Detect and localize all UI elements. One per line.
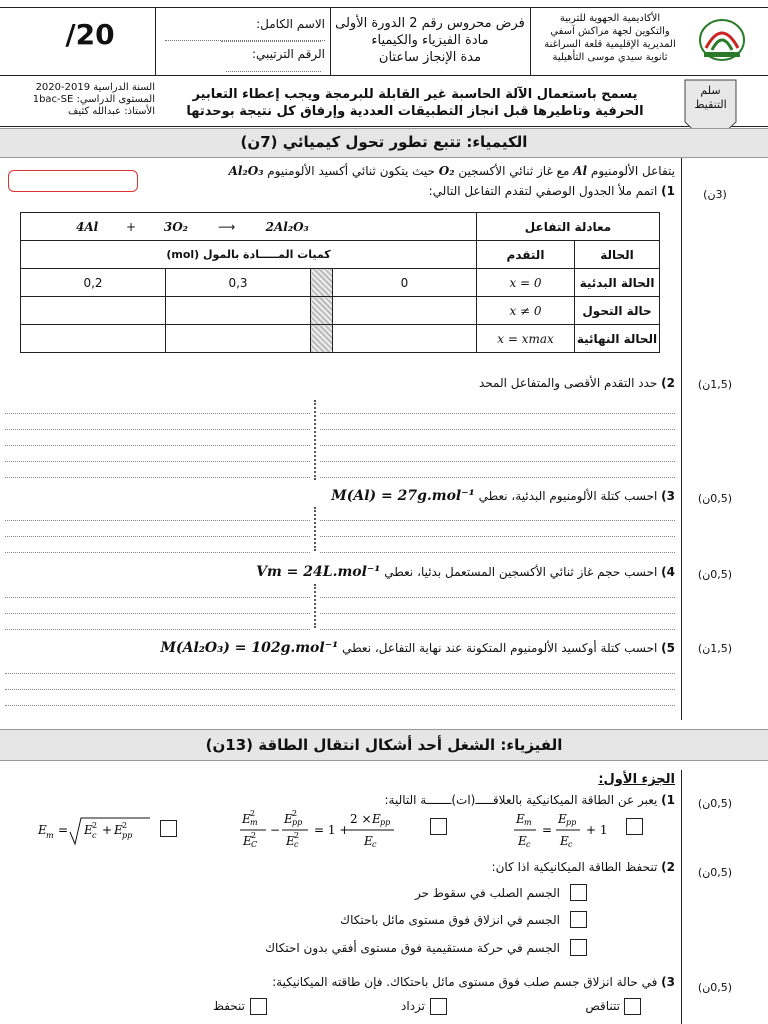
chem-q3: 3) احسب كتلة الألومنيوم البدئية، نعطي M(Al) = 27g.mol⁻¹ — [331, 488, 675, 504]
svg-text:2: 2 — [250, 809, 256, 818]
q2-option-1: الجسم الصلب في سقوط حر — [414, 886, 560, 900]
student-name-label: الاسم الكامل: — [160, 17, 325, 45]
phys-q3: 3) في حالة انزلاق جسم صلب فوق مستوى مائل باحتكاك. فإن طاقته الميكانيكية: — [272, 975, 675, 989]
svg-text:c: c — [92, 831, 97, 840]
final-label: الحالة النهائية — [575, 325, 660, 353]
header-hline — [0, 75, 768, 76]
svg-text:c: c — [526, 840, 531, 849]
phys-q2: 2) تنحفظ الطاقة الميكانيكية اذا كان: — [491, 860, 675, 874]
q3-option-2: تزداد — [401, 999, 425, 1013]
answer-lines[interactable] — [5, 658, 675, 706]
svg-text:E: E — [84, 823, 93, 837]
school-info — [15, 82, 155, 118]
answer-cell[interactable] — [21, 325, 166, 353]
physics-title: الفيزياء: الشغل أحد أشكال انتقال الطاقة (13ن) — [205, 736, 563, 754]
product-al2o3: 2Al₂O₃ — [265, 219, 309, 234]
chem-q1: 1) اتمم ملأ الجدول الوصفي لتقدم التفاعل التالي: — [428, 184, 675, 198]
academy-info — [535, 12, 685, 64]
points-column-separator — [681, 150, 682, 720]
academy-line: المديرية الإقليمية قلعة السراغنة — [544, 39, 676, 50]
svg-text:C: C — [251, 840, 258, 849]
svg-text:c: c — [568, 840, 573, 849]
svg-text:E: E — [518, 834, 527, 848]
reactant-al: 4Al — [76, 219, 99, 234]
initial-o2: 0,3 — [166, 269, 311, 297]
eq-label: معادلة التفاعل — [477, 213, 660, 241]
answer-lines-separator — [314, 400, 316, 480]
svg-text:= 1 +: = 1 + — [314, 823, 350, 837]
level: المستوى الدراسي: 1bac-SE — [32, 94, 155, 105]
margin-label: التنقيط — [694, 98, 727, 111]
margin-label: سلم — [700, 84, 721, 97]
answer-cell[interactable] — [333, 297, 477, 325]
transition-x: x ≠ 0 — [477, 297, 575, 325]
advance-label: التقدم — [477, 241, 575, 269]
phys-q2-points: (0,5ن) — [697, 866, 733, 879]
hatched-cell — [311, 269, 333, 297]
svg-text:2: 2 — [92, 821, 98, 830]
svg-text:E: E — [114, 823, 123, 837]
svg-text:+: + — [102, 823, 113, 837]
option-checkbox-3[interactable] — [626, 818, 643, 835]
svg-text:E: E — [242, 812, 251, 826]
academy-line: الأكاديمية الجهوية للتربية — [559, 13, 661, 24]
svg-text:m: m — [524, 818, 532, 827]
state-label: الحالة — [575, 241, 660, 269]
svg-text:2: 2 — [294, 831, 300, 840]
exam-duration: مدة الإنجاز ساعتان — [378, 50, 482, 65]
exam-title: فرض محروس رقم 2 الدورة الأولى — [335, 16, 525, 31]
chem-q5-points: (1,5ن) — [697, 642, 733, 655]
svg-text:2: 2 — [251, 831, 257, 840]
svg-text:2: 2 — [292, 809, 298, 818]
answer-lines[interactable] — [320, 398, 675, 482]
svg-text:E: E — [243, 834, 252, 848]
answer-lines[interactable] — [320, 505, 675, 553]
svg-text:E: E — [38, 823, 47, 837]
chem-q1-points: (3ن) — [703, 188, 727, 201]
answer-lines-separator — [314, 507, 316, 551]
svg-text:2: 2 — [122, 821, 128, 830]
formula-option-3 — [512, 805, 622, 853]
chem-q2-points: (1,5ن) — [697, 378, 733, 391]
answer-lines-separator — [314, 584, 316, 628]
svg-text:pp: pp — [292, 818, 303, 827]
q2-checkbox-3[interactable] — [570, 939, 587, 956]
instruction-line: يسمح باستعمال الآلة الحاسبة غير القابلة للبرمجة ويجب إعطاء التعابير — [192, 87, 638, 102]
option-checkbox-2[interactable] — [430, 818, 447, 835]
answer-lines[interactable] — [5, 505, 310, 553]
chem-q2: 2) حدد التقدم الأقصى والمتفاعل المحد — [478, 376, 675, 390]
q3-checkbox-2[interactable] — [430, 998, 447, 1015]
phys-q1-points: (0,5ن) — [697, 797, 733, 810]
header-divider-3 — [530, 7, 531, 75]
svg-text:pp: pp — [566, 818, 577, 827]
quantities-label: كميات المـــــادة بالمول (mol) — [21, 241, 477, 269]
svg-text:2 ×: 2 × — [350, 812, 372, 826]
instructions — [160, 86, 670, 120]
svg-text:E: E — [560, 834, 569, 848]
svg-text:−: − — [270, 823, 281, 837]
answer-cell[interactable] — [166, 297, 311, 325]
svg-text:+ 1: + 1 — [586, 823, 608, 837]
answer-cell[interactable] — [333, 325, 477, 353]
q3-option-3: تنحفظ — [212, 999, 245, 1013]
initial-product: 0 — [333, 269, 477, 297]
exam-subject: مادة الفيزياء والكيمياء — [371, 33, 489, 48]
student-name-line-2 — [165, 40, 325, 41]
header-divider-2 — [330, 7, 331, 75]
svg-text:m: m — [250, 818, 258, 827]
q2-checkbox-1[interactable] — [570, 884, 587, 901]
answer-cell[interactable] — [166, 325, 311, 353]
chem-intro: يتفاعل الألومنيوم Al مع غاز ثنائي الأكسجين O₂ حيث يتكون ثنائي أكسيد الألومنيوم Al₂O₃ — [228, 164, 675, 178]
academy-line: والتكوين لجهة مراكش آسفي — [550, 26, 670, 37]
answer-lines[interactable] — [5, 398, 310, 482]
chem-q5: 5) احسب كتلة أوكسيد الألومنيوم المتكونة عند نهاية التفاعل، نعطي M(Al₂O₃) = 102g.mol⁻¹ — [160, 640, 675, 656]
svg-text:pp: pp — [380, 818, 391, 827]
chem-q3-points: (0,5ن) — [697, 492, 733, 505]
svg-text:E: E — [286, 834, 295, 848]
q3-option-1: تتناقص — [585, 999, 620, 1013]
svg-text:=: = — [542, 823, 553, 837]
transition-label: حالة التحول — [575, 297, 660, 325]
q3-checkbox-1[interactable] — [624, 998, 641, 1015]
answer-lines[interactable] — [320, 582, 675, 630]
reactant-o2: 3O₂ — [163, 219, 188, 234]
q2-option-3: الجسم في حركة مستقيمية فوق مستوى أفقي بدون احتكاك — [265, 941, 560, 955]
formula-option-2 — [238, 805, 428, 853]
instruction-line: الحرفية وتاطيرها قبل انجاز التطبيقات العددية وإرفاق كل نتيجة بوحدتها — [186, 104, 644, 119]
q2-option-2: الجسم في انزلاق فوق مستوى مائل باحتكاك — [340, 913, 560, 927]
q3-checkbox-3[interactable] — [250, 998, 267, 1015]
header-divider-1 — [155, 7, 156, 75]
chem-q4: 4) احسب حجم غاز ثنائي الأكسجين المستعمل بدئيا، نعطي Vm = 24L.mol⁻¹ — [256, 564, 675, 580]
svg-text:c: c — [294, 840, 299, 849]
exam-info — [335, 15, 525, 66]
reaction-arrow: ⟶ — [218, 219, 236, 234]
phys-q3-points: (0,5ن) — [697, 981, 733, 994]
svg-text:E: E — [516, 812, 525, 826]
answer-lines[interactable] — [5, 582, 310, 630]
answer-cell[interactable] — [21, 297, 166, 325]
score-box: /20 — [65, 18, 115, 51]
ministry-logo — [692, 14, 752, 66]
academy-line: ثانوية سيدي موسى التأهيلية — [552, 52, 668, 63]
svg-text:E: E — [284, 812, 293, 826]
initial-label: الحالة البدئية — [575, 269, 660, 297]
svg-text:m: m — [46, 831, 54, 840]
svg-text:E: E — [372, 812, 381, 826]
chemistry-title: الكيمياء: تتبع تطور تحول كيميائي (7ن) — [240, 133, 528, 151]
option-checkbox-1[interactable] — [160, 820, 177, 837]
hatched-cell — [311, 325, 333, 353]
part1-heading: الجزء الأول: — [598, 772, 675, 787]
initial-x: x = 0 — [477, 269, 575, 297]
final-x: x = xmax — [477, 325, 575, 353]
student-number-label: الرقم الترتيبي: — [160, 47, 325, 75]
q2-checkbox-2[interactable] — [570, 911, 587, 928]
teacher: الأستاذ: عبدالله كثيف — [68, 106, 155, 117]
advancement-table — [20, 212, 660, 353]
plus-sign: + — [126, 219, 137, 234]
initial-al: 0,2 — [21, 269, 166, 297]
phys-q1: 1) يعبر عن الطاقة الميكانيكية بالعلاقـــــ(ات)ـــــــة التالية: — [384, 793, 675, 807]
answer-box[interactable] — [8, 170, 138, 192]
svg-text:=: = — [58, 823, 69, 837]
school-year: السنة الدراسية 2019-2020 — [35, 82, 155, 93]
points-column-separator-2 — [681, 770, 682, 1024]
svg-text:pp: pp — [122, 831, 133, 840]
svg-text:c: c — [372, 840, 377, 849]
svg-text:E: E — [558, 812, 567, 826]
chem-q4-points: (0,5ن) — [697, 568, 733, 581]
svg-text:E: E — [364, 834, 373, 848]
hatched-cell — [311, 297, 333, 325]
